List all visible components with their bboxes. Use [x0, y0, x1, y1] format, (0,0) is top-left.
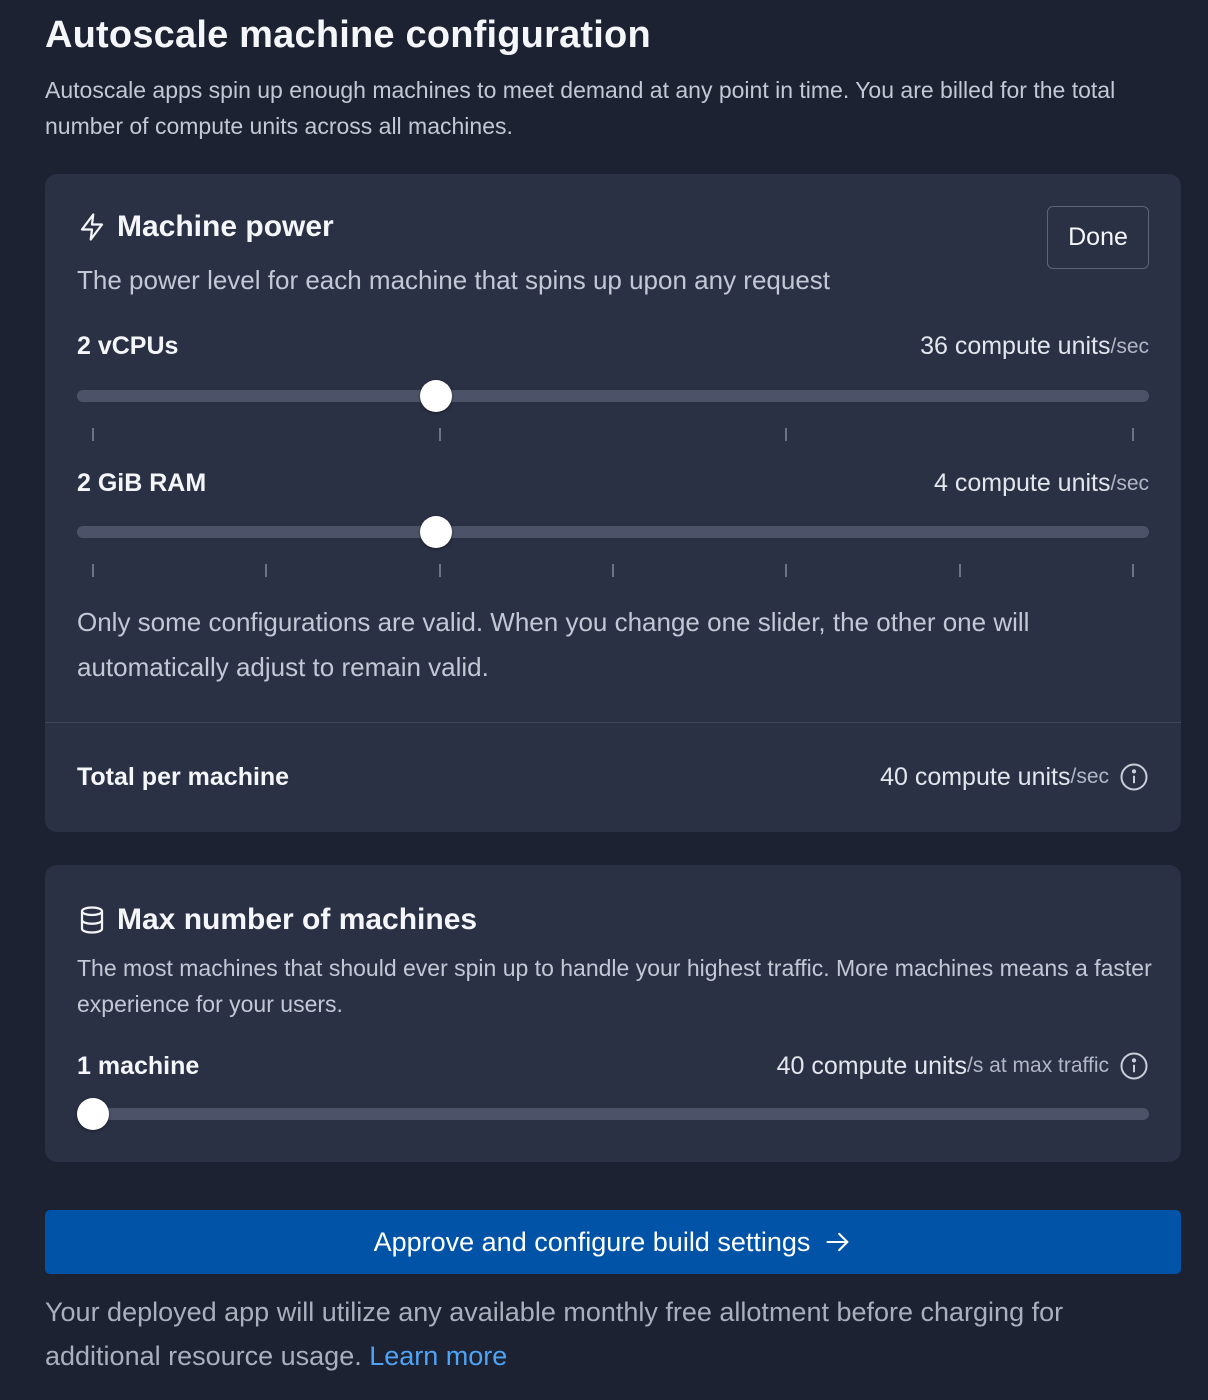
- total-compute-units: 40 compute units: [880, 762, 1071, 791]
- slider-tick: [1132, 564, 1134, 577]
- divider: [45, 722, 1181, 723]
- ram-unit: /sec: [1110, 471, 1149, 495]
- total-row: [77, 762, 1149, 792]
- max-machines-card: [45, 865, 1181, 1162]
- cpu-row: [77, 332, 1149, 361]
- ram-slider[interactable]: [77, 526, 1149, 538]
- machine-power-heading: [77, 210, 334, 244]
- approve-configure-button[interactable]: [45, 1210, 1181, 1274]
- machines-unit: /s at max traffic: [967, 1054, 1109, 1077]
- machines-label: 1 machine: [77, 1051, 200, 1080]
- machines-compute-units: 40 compute units: [776, 1051, 967, 1080]
- learn-more-link[interactable]: Learn more: [369, 1341, 508, 1371]
- done-button[interactable]: Done: [1047, 206, 1149, 269]
- slider-tick: [612, 564, 614, 577]
- total-label: Total per machine: [77, 762, 290, 791]
- max-machines-heading: [77, 903, 477, 937]
- footer-note: [45, 1290, 1185, 1378]
- page-description: Autoscale apps spin up enough machines to meet demand at any point in time. You are billed for the total number of compute units across all machines.: [45, 77, 1116, 139]
- cpu-slider[interactable]: [77, 390, 1149, 402]
- arrow-right-icon: [824, 1228, 852, 1256]
- lightning-bolt-icon: [77, 212, 107, 242]
- cpu-value: [920, 332, 1149, 361]
- cpu-compute-units: 36 compute units: [920, 332, 1111, 360]
- database-icon: [77, 905, 107, 935]
- ram-row: [77, 469, 1149, 498]
- machines-value: [777, 1051, 1149, 1081]
- total-value: [880, 762, 1149, 792]
- slider-tick: [1132, 428, 1134, 441]
- slider-tick: [439, 564, 441, 577]
- ram-label: 2 GiB RAM: [77, 469, 207, 497]
- machines-row: [77, 1051, 1149, 1081]
- machine-power-title: Machine power: [117, 210, 334, 243]
- cpu-unit: /sec: [1110, 334, 1149, 358]
- max-machines-slider-thumb[interactable]: [77, 1098, 109, 1130]
- page-title: Autoscale machine configuration: [45, 14, 651, 56]
- cpu-slider-thumb[interactable]: [420, 380, 452, 412]
- footer-text: Your deployed app will utilize any available monthly free allotment before charging for additional resource usage.: [45, 1297, 1064, 1371]
- machine-power-description: The power level for each machine that spins up upon any request: [77, 265, 831, 295]
- slider-tick: [439, 428, 441, 441]
- valid-config-note: Only some configurations are valid. When you change one slider, the other one will automatically adjust to remain valid.: [77, 607, 1030, 682]
- slider-tick: [265, 564, 267, 577]
- ram-slider-thumb[interactable]: [420, 516, 452, 548]
- slider-tick: [92, 564, 94, 577]
- ram-compute-units: 4 compute units: [933, 469, 1111, 497]
- info-icon[interactable]: [1119, 1051, 1149, 1081]
- max-machines-slider[interactable]: [77, 1108, 1149, 1120]
- slider-tick: [785, 428, 787, 441]
- info-icon[interactable]: [1119, 762, 1149, 792]
- max-machines-description: The most machines that should ever spin up to handle your highest traffic. More machines means a faster experience for your users.: [77, 955, 1152, 1017]
- machine-power-card: [45, 174, 1181, 832]
- max-machines-title: Max number of machines: [117, 903, 478, 936]
- ram-slider-ticks: [77, 564, 1149, 578]
- slider-tick: [785, 564, 787, 577]
- cpu-slider-ticks: [77, 428, 1149, 442]
- slider-tick: [959, 564, 961, 577]
- ram-value: [934, 469, 1149, 498]
- cpu-label: 2 vCPUs: [77, 332, 179, 360]
- approve-configure-label: Approve and configure build settings: [373, 1226, 811, 1257]
- total-unit: /sec: [1070, 765, 1109, 788]
- slider-tick: [92, 428, 94, 441]
